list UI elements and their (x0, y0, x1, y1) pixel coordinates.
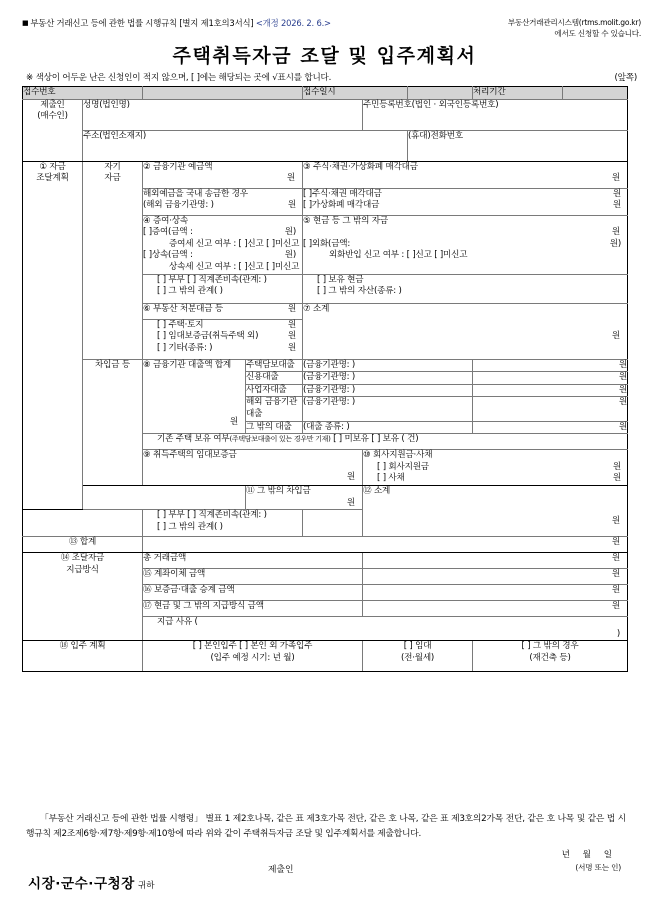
loan-type-credit: 신용대출 (246, 372, 303, 385)
payment-assumption-won: 원 (611, 585, 621, 596)
payment-total-won: 원 (611, 553, 621, 564)
payment-value-cash[interactable] (363, 601, 628, 617)
applicant-address-cell[interactable] (83, 130, 408, 161)
rtms-note-line: 에서도 신청할 수 있습니다. (554, 28, 641, 38)
inherit-option[interactable]: [ ]상속(금액 : 원) (143, 250, 302, 262)
loan-amount-credit[interactable]: 원 (473, 372, 628, 385)
loan-type-business: 사업자대출 (246, 384, 303, 397)
loan-source-overseas[interactable]: (금융기관명: ) (303, 397, 473, 421)
signature-note: (서명 또는 인) (575, 863, 621, 872)
rtms-system-note (508, 18, 641, 39)
addressee-suffix: 귀하 (137, 881, 155, 891)
item11-other-option[interactable]: [ ] 그 밖의 관계( ) (157, 521, 223, 532)
applicant-address-row (23, 130, 628, 161)
item11-won-unit: 원 (346, 497, 356, 508)
item6-etc-won: 원 (287, 342, 297, 353)
move-in-other-line2: (재건축 등) (529, 652, 571, 663)
item3-label: ③ 주식·채권·가상화폐 매각대금 (303, 161, 418, 172)
item12-label: ⑫ 소계 (363, 485, 391, 496)
foreign-currency-report-option[interactable]: 외화반입 신고 여부 : [ ]신고 [ ]미신고 (329, 250, 468, 261)
main-form-table (22, 86, 628, 672)
item7-label: ⑦ 소계 (303, 303, 330, 314)
payment-label-line2: 지급방식 (66, 564, 99, 575)
loan-type-overseas: 해외 금융기관 대출 (246, 397, 303, 421)
overseas-line1: 해외예금을 국내 송금한 경우 (143, 188, 248, 199)
move-in-self-cell[interactable] (143, 641, 363, 672)
instruction-note-row (26, 71, 637, 83)
own-fund-label-line2: 자금 (104, 173, 121, 184)
loan-amount-other[interactable]: 원 (473, 421, 628, 434)
item6-house-won: 원 (287, 319, 297, 330)
applicant-phone-cell[interactable] (408, 130, 628, 161)
processing-time-field[interactable] (563, 87, 628, 100)
loan-amount-overseas[interactable]: 원 (473, 397, 628, 421)
overseas-remittance-cell[interactable] (143, 188, 303, 215)
loan-section-label-cont2 (23, 510, 143, 537)
gift-relation-cell[interactable] (143, 274, 303, 303)
payment-transfer-won: 원 (611, 569, 621, 580)
item8-won-unit: 원 (229, 417, 239, 428)
gift-tax-option[interactable]: 증여세 신고 여부 : [ ]신고 [ ]미신고 (169, 238, 300, 249)
other-asset-option[interactable]: [ ] 그 밖의 자산(종류: ) (317, 286, 402, 297)
applicant-phone-label: (휴대)전화번호 (408, 130, 463, 141)
payment-label-cash: ⑰ 현금 및 그 밖의 지급방식 금액 (143, 601, 363, 617)
item13-value-cell[interactable] (143, 537, 628, 553)
payment-label-transfer: ⑮ 계좌이체 금액 (143, 569, 363, 585)
loan-amount-mortgage[interactable]: 원 (473, 359, 628, 372)
loan-source-other[interactable]: (대출 종류: ) (303, 421, 473, 434)
item10-company-private-cell[interactable] (363, 450, 628, 486)
item13-won-unit: 원 (611, 537, 621, 548)
payment-cash-won: 원 (611, 601, 621, 612)
foreign-currency-option[interactable]: [ ]외화(금액: 원) (303, 239, 627, 251)
own-fund-label-line1: 자기 (104, 161, 121, 172)
move-in-rent-line2: (전·월세) (400, 652, 435, 663)
inherit-tax-option[interactable]: 상속세 신고 여부 : [ ]신고 [ ]미신고 (169, 261, 300, 272)
item13-total-row (23, 537, 628, 553)
addressee-title: 시장·군수·구청장 (28, 876, 135, 892)
item11-other-loan-cell[interactable] (246, 485, 363, 509)
addressee-line (28, 872, 155, 892)
move-in-other-cell[interactable] (473, 641, 628, 672)
loan-amount-business[interactable]: 원 (473, 384, 628, 397)
cash-held-option[interactable]: [ ] 보유 현금 (317, 274, 364, 285)
move-in-other-line1: [ ] 그 밖의 경우 (521, 641, 579, 652)
bullet-square-icon: ■ (22, 19, 29, 27)
item9-won-unit: 원 (346, 471, 356, 482)
item11-12-row (23, 485, 628, 509)
item10-private-option[interactable]: [ ] 사채 원 (363, 473, 627, 485)
item13-label-cell: ⑬ 합계 (23, 537, 143, 553)
item6-realestate-cell[interactable] (143, 303, 303, 319)
funding-label-line2: 조달계획 (36, 173, 69, 184)
receipt-datetime-label: 접수일시 (303, 87, 408, 100)
instruction-note: ※ 색상이 어두운 난은 신청인이 적지 않으며, [ ]에는 해당되는 곳에 √표시를 합니다. (26, 73, 332, 83)
document-header (22, 18, 641, 39)
crypto-won: 원 (612, 200, 622, 211)
payment-label-line1: ⑭ 조달자금 (60, 553, 105, 564)
rtms-url-line: 부동산거래관리시스템(rtms.molit.go.kr) (507, 18, 641, 27)
applicant-resident-id-label: 주민등록번호(법인 · 외국인등록번호) (363, 99, 499, 110)
item5-won-unit: 원 (611, 227, 621, 238)
item7-subtotal-cell[interactable] (303, 303, 628, 359)
funding-label-line1: ① 자금 (39, 161, 66, 172)
item3-securities-cell[interactable] (303, 161, 628, 188)
overseas-line2: (해외 금융기관명: ) (143, 200, 214, 211)
item8-loan-total-cell[interactable] (143, 359, 246, 434)
inherit-won: 원) (284, 250, 297, 261)
move-in-rent-line1: [ ] 임대 (403, 641, 432, 652)
item11-label: ⑪ 그 밖의 차입금 (246, 485, 311, 496)
processing-time-label: 처리기간 (473, 87, 563, 100)
loan-row-1 (23, 359, 628, 372)
applicant-label-line1: 제출인 (40, 99, 65, 110)
date-line[interactable]: 년 월 일 (561, 850, 617, 860)
relation-other-option[interactable]: [ ] 그 밖의 관계( ) (157, 286, 223, 297)
payment-reason-cell[interactable] (143, 617, 628, 641)
applicant-name-row (23, 99, 628, 130)
payment-reason-label: 지급 사유 ( (157, 617, 198, 628)
item11-relation-cell[interactable] (143, 510, 303, 537)
item4-gift-inherit-cell[interactable] (143, 215, 303, 274)
loan-source-mortgage[interactable]: (금융기관명: ) (303, 359, 473, 372)
stock-bond-won: 원 (612, 188, 622, 199)
overseas-won-unit: 원 (287, 200, 297, 211)
own-fund-row-2 (23, 161, 628, 188)
item6-won-unit: 원 (287, 303, 297, 314)
item4-label: ④ 증여·상속 (143, 215, 188, 226)
item6-deposit-option[interactable]: [ ] 임대보증금(취득주택 외) 원 (143, 331, 302, 343)
item3-won-unit: 원 (611, 173, 621, 184)
payment-row-total (23, 553, 628, 569)
form-reference-text: 부동산 거래신고 등에 관한 법률 시행규칙 [별지 제1호의3서식] (30, 18, 254, 28)
loan-type-mortgage: 주택담보대출 (246, 359, 303, 372)
existing-house-cell[interactable] (143, 434, 628, 450)
funding-plan-section-label (23, 161, 83, 510)
item6-house-option[interactable]: [ ] 주택·토지 원 (143, 320, 302, 332)
loan-source-business[interactable]: (금융기관명: ) (303, 384, 473, 397)
item11-spouse-option[interactable]: [ ] 부부 [ ] 직계존비속(관계: ) (157, 510, 267, 521)
payment-section-label (23, 553, 143, 641)
item9-rental-deposit-cell[interactable] (143, 450, 363, 486)
applicant-resident-id-cell[interactable] (363, 99, 628, 130)
applicant-name-label: 성명(법인명) (83, 99, 130, 110)
submitter-label: 제출인 (268, 865, 294, 875)
loan-type-other: 그 밖의 대출 (246, 421, 303, 434)
item6-label: ⑥ 부동산 처분대금 등 (143, 303, 223, 314)
item8-label: ⑧ 금융기관 대출액 합계 (143, 359, 232, 370)
own-fund-label (83, 161, 143, 359)
gift-option[interactable]: [ ]증여(금액 : 원) (143, 227, 302, 239)
revision-date: <개정 2026. 2. 6.> (255, 18, 331, 28)
receipt-number-label: 접수번호 (23, 87, 143, 100)
item6-etc-option[interactable]: [ ] 기타(종류: ) 원 (143, 343, 302, 355)
receipt-datetime-field[interactable] (408, 87, 473, 100)
foreign-currency-won: 원) (609, 238, 622, 249)
loan-section-label: 차입금 등 (83, 359, 143, 485)
existing-house-label: 기존 주택 보유 여부 (157, 434, 230, 445)
applicant-address-label: 주소(법인소재지) (83, 130, 147, 141)
item7-won-unit: 원 (611, 331, 621, 342)
loan-section-label-cont (83, 485, 246, 509)
stock-bond-option[interactable]: [ ]주식·채권 매각대금 원 (303, 189, 627, 201)
relation-spouse-option[interactable]: [ ] 부부 [ ] 직계존비속(관계: ) (157, 274, 267, 285)
move-in-label: ⑱ 입주 계획 (23, 641, 143, 672)
item2-won-unit: 원 (286, 173, 296, 184)
move-in-self-line2: (입주 예정 시기: 년 월) (210, 652, 295, 663)
item12-won-unit: 원 (611, 515, 621, 526)
item10-private-won: 원 (612, 473, 622, 484)
item10-label: ⑩ 회사지원금·사채 (363, 450, 433, 461)
receipt-number-field[interactable] (143, 87, 303, 100)
loan-source-credit[interactable]: (금융기관명: ) (303, 372, 473, 385)
applicant-label-line2: (매수인) (37, 111, 68, 122)
payment-value-transfer[interactable] (363, 569, 628, 585)
item12-subtotal-cell[interactable] (363, 485, 628, 536)
applicant-name-cell[interactable] (83, 99, 363, 130)
item6-detail-cell[interactable] (143, 319, 303, 359)
gift-won: 원) (284, 227, 297, 238)
item2-deposit-cell[interactable] (143, 161, 303, 188)
item10-company-won: 원 (612, 461, 622, 472)
existing-house-options[interactable]: [ ] 미보유 [ ] 보유 ( 건) (333, 434, 419, 445)
payment-value-assumption[interactable] (363, 585, 628, 601)
move-in-plan-row (23, 641, 628, 672)
page-mark: (앞쪽) (614, 73, 637, 83)
payment-value-total[interactable] (363, 553, 628, 569)
securities-detail-cell[interactable] (303, 188, 628, 215)
item9-label: ⑨ 취득주택의 임대보증금 (143, 450, 237, 461)
item5-label: ⑤ 현금 등 그 밖의 자금 (303, 215, 388, 226)
page-title: 주택취득자금 조달 및 입주계획서 (172, 45, 477, 67)
applicant-section-label (23, 99, 83, 161)
item2-label: ② 금융기관 예금액 (143, 161, 213, 172)
crypto-option[interactable]: [ ]가상화폐 매각대금 원 (303, 200, 627, 212)
form-reference (22, 18, 331, 29)
move-in-rent-cell[interactable] (363, 641, 473, 672)
item5-cash-cell[interactable] (303, 215, 628, 274)
payment-label-total: 총 거래금액 (143, 553, 363, 569)
item10-company-option[interactable]: [ ] 회사지원금 원 (363, 462, 627, 474)
cash-asset-detail-cell[interactable] (303, 274, 628, 303)
move-in-self-line1: [ ] 본인입주 [ ] 본인 외 가족입주 (192, 641, 313, 652)
payment-label-assumption: ⑯ 보증금·대출 승계 금액 (143, 585, 363, 601)
item6-deposit-won: 원 (287, 331, 297, 342)
existing-house-note: (주택담보대출이 있는 경우만 기재) (229, 435, 331, 444)
payment-reason-close: ) (616, 628, 621, 639)
receipt-header-row (23, 87, 628, 100)
legal-statement: 「부동산 거래신고 등에 관한 법률 시행령」 별표 1 제2호나목, 같은 표 제3호가목 전단, 같은 호 나목, 같은 표 제3호의2가목 전단, 같은 호 나목 및 같은 법 시행규칙 제2조제6항·제7항·제9항·제10항에 따라 위와 같이 주택취득자금 조달 및 입주계획서를 제출합니다. (26, 814, 626, 839)
